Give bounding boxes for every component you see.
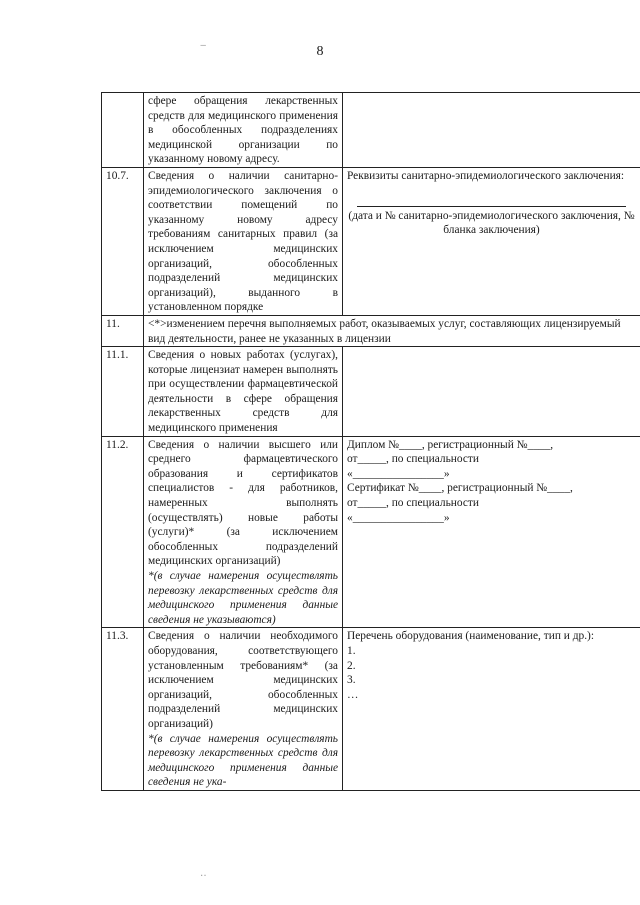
equipment-list-item: 3.: [347, 674, 356, 687]
table-row: [102, 93, 640, 168]
table-row: [102, 628, 640, 791]
equipment-list-item: …: [347, 688, 359, 701]
row-description: [144, 436, 343, 628]
certificate-line-2: от_____, по специальности: [347, 497, 479, 510]
row-number: 11.3.: [102, 628, 144, 791]
description-text: Сведения о наличии необходимого оборудования, соответствующего установленным требованиям* (за исключением медицинских организаций, обособленных подразделений медицинских организаций): [148, 630, 338, 730]
row-number: 11.: [102, 315, 144, 346]
equipment-list-label: Перечень оборудования (наименование, тип и др.):: [347, 630, 595, 643]
table-row: [102, 347, 640, 437]
row-description: [144, 347, 343, 437]
row-description: [144, 167, 343, 315]
scan-artifact: ‒: [200, 40, 207, 51]
row-value: [343, 347, 640, 437]
row-value: [343, 93, 640, 168]
row-value: [343, 436, 640, 628]
row-value: [343, 167, 640, 315]
table-row: [102, 167, 640, 315]
certificate-line-1: Сертификат №____, регистрационный №____,: [347, 482, 573, 495]
diploma-line-3: «________________»: [347, 467, 450, 480]
row-number: [102, 93, 144, 168]
table-row: [102, 315, 640, 346]
scan-artifact: ‥: [200, 868, 207, 879]
table-row: [102, 436, 640, 628]
row-description: [144, 93, 343, 168]
diploma-line-2: от_____, по специальности: [347, 453, 479, 466]
license-application-table: [101, 92, 640, 791]
section-heading: [144, 315, 640, 346]
row-value: [343, 628, 640, 791]
sanitary-requisites-blank: [357, 192, 626, 207]
diploma-line-1: Диплом №____, регистрационный №____,: [347, 438, 554, 451]
description-text: сфере обращения лекарственных средств для медицинского применения в обособленных подразделениях медицинской организации по указанному новому адресу.: [148, 95, 338, 166]
description-text: Сведения о наличии высшего или среднего фармацевтического образования и сертификатов специалистов - для работников, намеренных выполнять (осуществлять) новые работы (услуги)* (за исключением обособленных подразделений медицинских организаций): [148, 438, 338, 568]
row-number: 11.1.: [102, 347, 144, 437]
row-number: 11.2.: [102, 436, 144, 628]
description-text: Сведения о наличии санитарно-эпидемиологического заключения о соответствии помещений по указанному новому адресу требованиям санитарных правил (за исключением медицинских организаций, обособленных подразделений медицинских организаций), выданного в установленном порядке: [148, 169, 338, 314]
equipment-list-item: 1.: [347, 644, 356, 657]
certificate-line-3: «________________»: [347, 511, 450, 524]
footnote-text: *(в случае намерения осуществлять перевозку лекарственных средств для медицинского применения данные сведения не указываются): [148, 570, 338, 626]
row-description: [144, 628, 343, 791]
section-heading-text: <*>изменением перечня выполняемых работ, оказываемых услуг, составляющих лицензируемый вид деятельности, ранее не указанных в лицензии: [148, 317, 621, 345]
sanitary-requisites-label: Реквизиты санитарно-эпидемиологического заключения:: [347, 169, 625, 182]
row-number: 10.7.: [102, 167, 144, 315]
sanitary-requisites-hint: (дата и № санитарно-эпидемиологического заключения, № бланка заключения): [348, 209, 635, 237]
footnote-text: *(в случае намерения осуществлять перевозку лекарственных средств для медицинского применения данные сведения не ука-: [148, 732, 338, 789]
page-number: 8: [316, 44, 324, 59]
description-text: Сведения о новых работах (услугах), которые лицензиат намерен выполнять при осуществлении фармацевтической деятельности в сфере обращения лекарственных средств для медицинского применения: [148, 349, 338, 435]
equipment-list-item: 2.: [347, 659, 356, 672]
